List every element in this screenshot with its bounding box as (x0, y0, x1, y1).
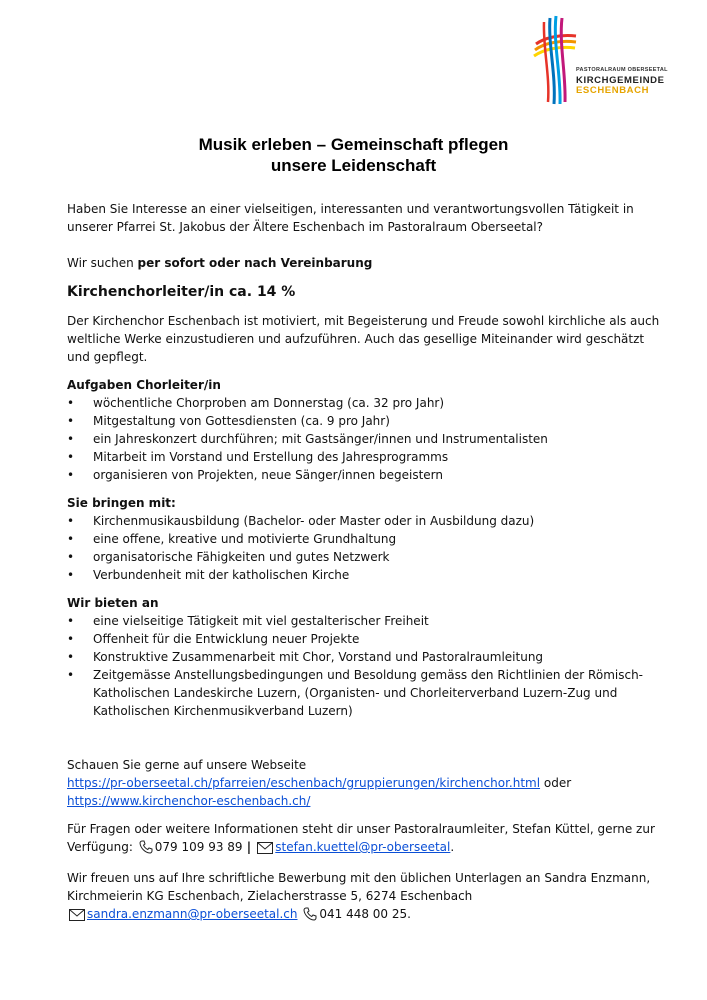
application-email-link[interactable]: sandra.enzmann@pr-oberseetal.ch (87, 907, 298, 921)
list-item: • Kirchenmusikausbildung (Bachelor- oder Master oder in Ausbildung dazu) (67, 512, 667, 530)
contact-text: Für Fragen oder weitere Informationen steht dir unser Pastoralraumleiter, Stefan Küttel, gerne zur Verfügung: (67, 822, 655, 854)
description-text: Der Kirchenchor Eschenbach ist motiviert, mit Begeisterung und Freude sowohl kirchliche als auch weltliche Werke einzustudieren und aufzuführen. Auch das gesellige Miteinander wird geschätzt und gepflegt. (67, 314, 660, 364)
list-item: • Verbundenheit mit der katholischen Kirche (67, 566, 667, 584)
logo-line1: PASTORALRAUM OBERSEETAL (576, 67, 668, 73)
logo-line3: ESCHENBACH (576, 85, 650, 96)
church-logo (530, 14, 700, 106)
list-item: • Mitgestaltung von Gottesdiensten (ca. 9 pro Jahr) (67, 412, 667, 430)
offer-list (67, 612, 667, 720)
contact-email-link[interactable]: stefan.kuettel@pr-oberseetal (275, 840, 451, 854)
section-heading-tasks: Aufgaben Chorleiter/in (67, 378, 221, 392)
contact-phone: 079 109 93 89 (154, 840, 243, 854)
cross-logo-icon (530, 14, 578, 106)
website-or: oder (540, 776, 572, 790)
section-heading-offer: Wir bieten an (67, 596, 159, 610)
title-line2: unsere Leidenschaft (270, 156, 437, 175)
requirements-list (67, 512, 667, 584)
list-item: • wöchentliche Chorproben am Donnerstag (ca. 32 pro Jahr) (67, 394, 667, 412)
list-item: • organisatorische Fähigkeiten und gutes Netzwerk (67, 548, 667, 566)
tasks-list (67, 394, 667, 484)
website-link-kirchenchor[interactable]: https://www.kirchenchor-eschenbach.ch/ (67, 794, 311, 808)
list-item: • ein Jahreskonzert durchführen; mit Gastsänger/innen und Instrumentalisten (67, 430, 667, 448)
contact-paragraph (67, 820, 667, 859)
website-text: Schauen Sie gerne auf unsere Webseite (67, 758, 307, 772)
search-line (67, 254, 667, 272)
job-posting (67, 200, 667, 926)
page-title (0, 134, 707, 176)
contact-period: . (450, 840, 455, 854)
application-phone: 041 448 00 25. (319, 907, 411, 921)
website-link-pastoralraum[interactable]: https://pr-oberseetal.ch/pfarreien/eschenbach/gruppierungen/kirchenchor.html (67, 776, 541, 790)
title-line1: Musik erleben – Gemeinschaft pflegen (198, 135, 509, 154)
list-item: • eine vielseitige Tätigkeit mit viel gestalterischer Freiheit (67, 612, 667, 630)
application-line2: Kirchmeierin KG Eschenbach, Zielacherstrasse 5, 6274 Eschenbach (67, 889, 473, 903)
list-item: • organisieren von Projekten, neue Sänger/innen begeistern (67, 466, 667, 484)
phone-icon (303, 907, 317, 926)
application-line1: Wir freuen uns auf Ihre schriftliche Bewerbung mit den üblichen Unterlagen an Sandra Enzmann, (67, 871, 651, 885)
intro-text: Haben Sie Interesse an einer vielseitigen, interessanten und verantwortungsvollen Tätigkeit in unserer Pfarrei St. Jakobus der Ältere Eschenbach im Pastoralraum Oberseetal? (67, 202, 634, 234)
application-paragraph (67, 869, 667, 926)
list-item: • Mitarbeit im Vorstand und Erstellung des Jahresprogramms (67, 448, 667, 466)
contact-separator: | (242, 840, 256, 854)
website-links (67, 774, 667, 810)
list-item: • Zeitgemässe Anstellungsbedingungen und Besoldung gemäss den Richtlinien der Römisch-Katholischen Landeskirche Luzern, (Organisten- und Chorleiterverband Luzern-Zug und Katholischen Kirchenmusikverband Luzern) (67, 666, 667, 720)
job-title: Kirchenchorleiter/in ca. 14 % (67, 284, 296, 300)
list-item: • Konstruktive Zusammenarbeit mit Chor, Vorstand und Pastoralraumleitung (67, 648, 667, 666)
search-prefix: Wir suchen (67, 256, 138, 270)
phone-icon (139, 840, 153, 859)
section-heading-requirements: Sie bringen mit: (67, 496, 176, 510)
email-icon (257, 841, 273, 859)
email-icon (69, 908, 85, 926)
logo-line2: KIRCHGEMEINDE (576, 74, 665, 86)
list-item: • eine offene, kreative und motivierte Grundhaltung (67, 530, 667, 548)
list-item: • Offenheit für die Entwicklung neuer Projekte (67, 630, 667, 648)
search-bold: per sofort oder nach Vereinbarung (137, 256, 373, 270)
